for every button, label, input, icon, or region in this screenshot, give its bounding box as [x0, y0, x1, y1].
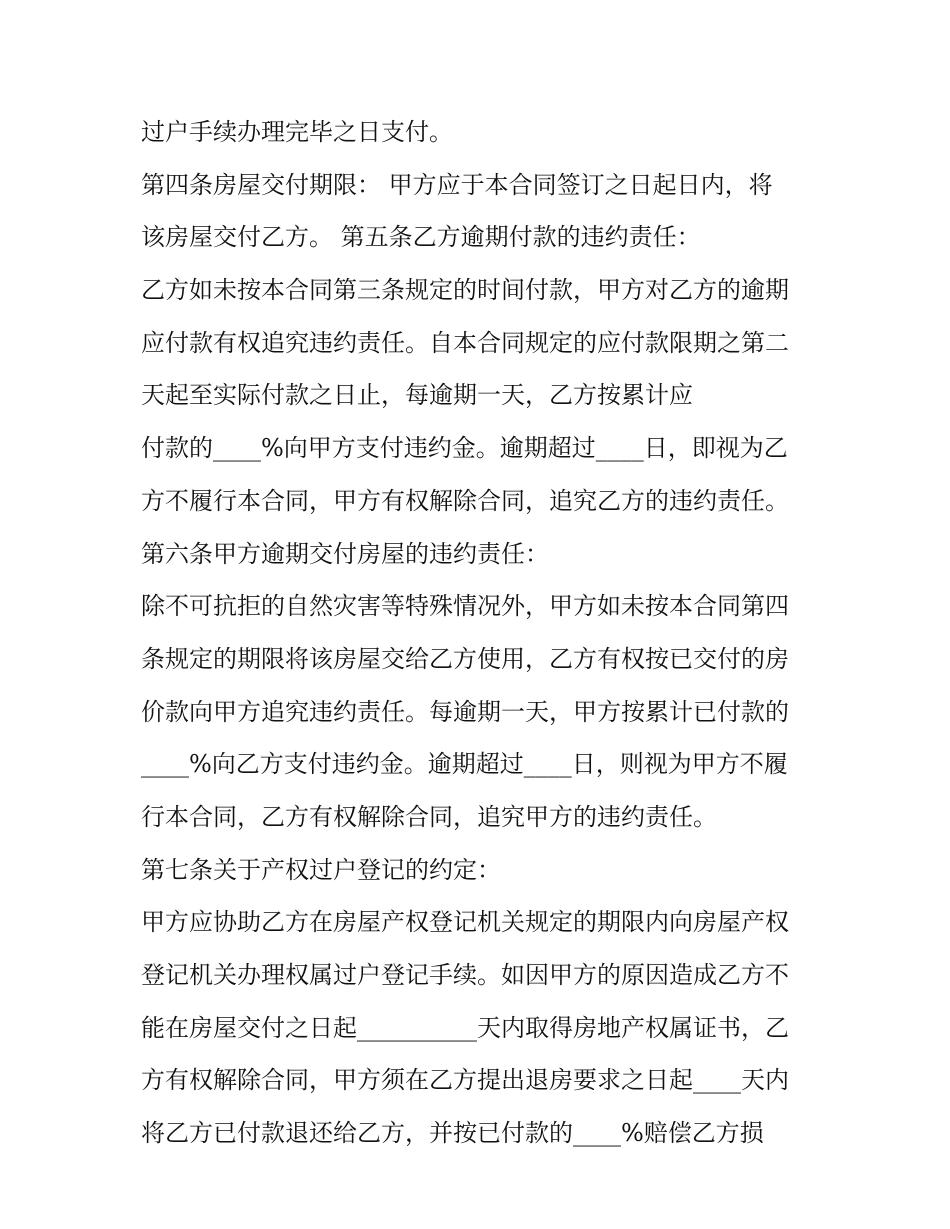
text-line: 乙方如未按本合同第三条规定的时间付款，甲方对乙方的逾期 — [141, 276, 789, 305]
text-line: 第四条房屋交付期限： 甲方应于本合同签订之日起日内，将 — [141, 170, 773, 199]
text-line: 除不可抗拒的自然灾害等特殊情况外，甲方如未按本合同第四 — [141, 592, 789, 621]
text-line: 行本合同，乙方有权解除合同，追究甲方的违约责任。 — [141, 802, 717, 831]
text-line: 登记机关办理权属过户登记手续。如因甲方的原因造成乙方不 — [141, 961, 789, 989]
contract-text — [141, 106, 821, 1160]
text-line: 该房屋交付乙方。 第五条乙方逾期付款的违约责任： — [141, 223, 701, 252]
text-line: 天起至实际付款之日止，每逾期一天，乙方按累计应 — [141, 381, 693, 410]
text-line: ____%向乙方支付违约金。逾期超过____日，则视为甲方不履 — [141, 750, 788, 779]
text-line: 方有权解除合同，甲方须在乙方提出退房要求之日起____天内 — [141, 1066, 789, 1095]
text-line: 过户手续办理完毕之日支付。 — [141, 118, 453, 146]
text-line: 能在房屋交付之日起__________天内取得房地产权属证书，乙 — [141, 1013, 789, 1042]
text-line: 条规定的期限将该房屋交给乙方使用，乙方有权按已交付的房 — [141, 644, 789, 673]
text-line: 付款的____%向甲方支付违约金。逾期超过____日，即视为乙 — [141, 434, 788, 463]
text-line: 价款向甲方追究违约责任。每逾期一天，甲方按累计已付款的 — [141, 697, 789, 726]
text-line: 方不履行本合同，甲方有权解除合同，追究乙方的违约责任。 — [141, 486, 789, 515]
text-line: 甲方应协助乙方在房屋产权登记机关规定的期限内向房屋产权 — [141, 908, 789, 937]
text-line: 第七条关于产权过户登记的约定： — [141, 855, 501, 884]
text-line: 应付款有权追究违约责任。自本合同规定的应付款限期之第二 — [141, 328, 789, 357]
text-line: 将乙方已付款退还给乙方，并按已付款的____%赔偿乙方损 — [141, 1119, 764, 1148]
text-line: 第六条甲方逾期交付房屋的违约责任： — [141, 539, 549, 568]
